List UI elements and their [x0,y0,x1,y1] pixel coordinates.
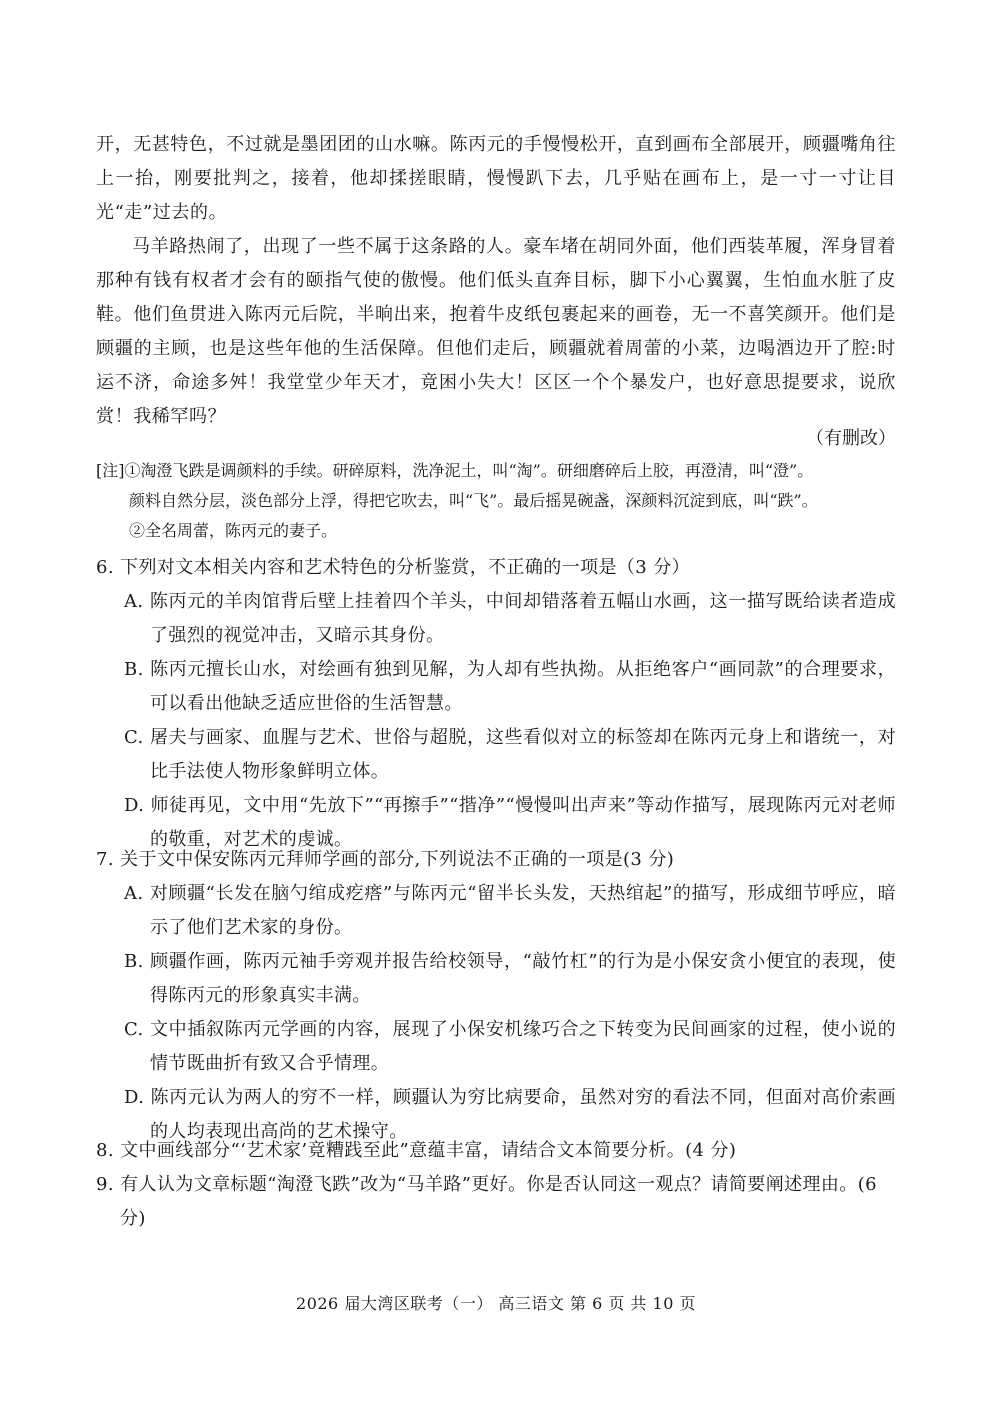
question-9 [96,1168,896,1236]
question-8-stem: 8. 文中画线部分“‘艺术家’竟糟践至此”意蕴丰富，请结合文本简要分析。(4 分) [96,1140,737,1161]
question-6-option-a: A. 陈丙元的羊肉馆背后壁上挂着四个羊头，中间却错落着五幅山水画，这一描写既给读者造成了强烈的视觉冲击，又暗示其身份。 [124,591,896,646]
question-7-option-c: C. 文中插叙陈丙元学画的内容，展现了小保安机缘巧合之下转变为民间画家的过程，使小说的情节既曲折有致又合乎情理。 [124,1019,896,1074]
question-9-stem: 9. 有人认为文章标题“淘澄飞跌”改为“马羊路”更好。你是否认同这一观点？请简要阐述理由。(6 分) [96,1174,877,1229]
question-8 [96,1134,896,1168]
passage-paragraph-2: 马羊路热闹了，出现了一些不属于这条路的人。豪车堵在胡同外面，他们西装革履，浑身冒着那种有钱有权者才会有的颐指气使的傲慢。他们低头直奔目标，脚下小心翼翼，生怕血水脏了皮鞋。他们鱼贯进入陈丙元后院，半晌出来，抱着牛皮纸包裹起来的画卷，无一不喜笑颜开。他们是顾疆的主顾，也是这些年他的生活保障。但他们走后，顾疆就着周蕾的小菜，边喝酒边开了腔:时运不济，命途多舛！我堂堂少年天才，竟困小失大！区区一个个暴发户，也好意思提要求，说欣赏！我稀罕吗？ [96,236,896,427]
annotation-notes [96,456,896,546]
question-7-option-b: B. 顾疆作画，陈丙元袖手旁观并报告给校领导，“敲竹杠”的行为是小保安贪小便宜的表现，使得陈丙元的形象真实丰满。 [124,951,896,1006]
page-footer: 2026 届大湾区联考（一） 高三语文 第 6 页 共 10 页 [296,1294,696,1313]
question-6-option-b: B. 陈丙元擅长山水，对绘画有独到见解，为人却有些执拗。从拒绝客户“画同款”的合理要求，可以看出他缺乏适应世俗的生活智慧。 [124,659,896,714]
note-line-2: 颜料自然分层，淡色部分上浮，得把它吹去，叫“飞”。最后摇晃碗盏，深颜料沉淀到底，叫“跌”。 [129,491,818,510]
question-7-option-a: A. 对顾疆“长发在脑勺绾成疙瘩”与陈丙元“留半长头发，天热绾起”的描写，形成细节呼应，暗示了他们艺术家的身份。 [124,883,896,938]
passage-paragraph-1: 开，无甚特色，不过就是墨团团的山水嘛。陈丙元的手慢慢松开，直到画布全部展开，顾疆嘴角往上一抬，刚要批判之，接着，他却揉搓眼睛，慢慢趴下去，几乎贴在画布上，是一寸一寸让目光“走”过去的。 [96,134,896,223]
source-note: （有删改） [806,428,896,449]
question-6 [96,551,896,857]
note-line-1: [注]①淘澄飞跌是调颜料的手续。研碎原料，洗净泥土，叫“淘”。研细磨碎后上胶，再澄清，叫“澄”。 [96,461,814,480]
question-7-stem: 7. 关于文中保安陈丙元拜师学画的部分,下列说法不正确的一项是(3 分) [96,849,675,870]
question-6-option-d: D. 师徒再见，文中用“先放下”“再擦手”“揩净”“慢慢叫出声来”等动作描写，展现陈丙元对老师的敬重，对艺术的虔诚。 [124,795,896,850]
question-6-stem: 6. 下列对文本相关内容和艺术特色的分析鉴赏，不正确的一项是（3 分） [96,557,691,578]
note-line-3: ②全名周蕾，陈丙元的妻子。 [129,521,338,540]
question-7-option-d: D. 陈丙元认为两人的穷不一样，顾疆认为穷比病要命，虽然对穷的看法不同，但面对高价索画的人均表现出高尚的艺术操守。 [124,1087,896,1142]
question-7 [96,843,896,1149]
question-6-option-c: C. 屠夫与画家、血腥与艺术、世俗与超脱，这些看似对立的标签却在陈丙元身上和谐统一，对比手法使人物形象鲜明立体。 [124,727,896,782]
